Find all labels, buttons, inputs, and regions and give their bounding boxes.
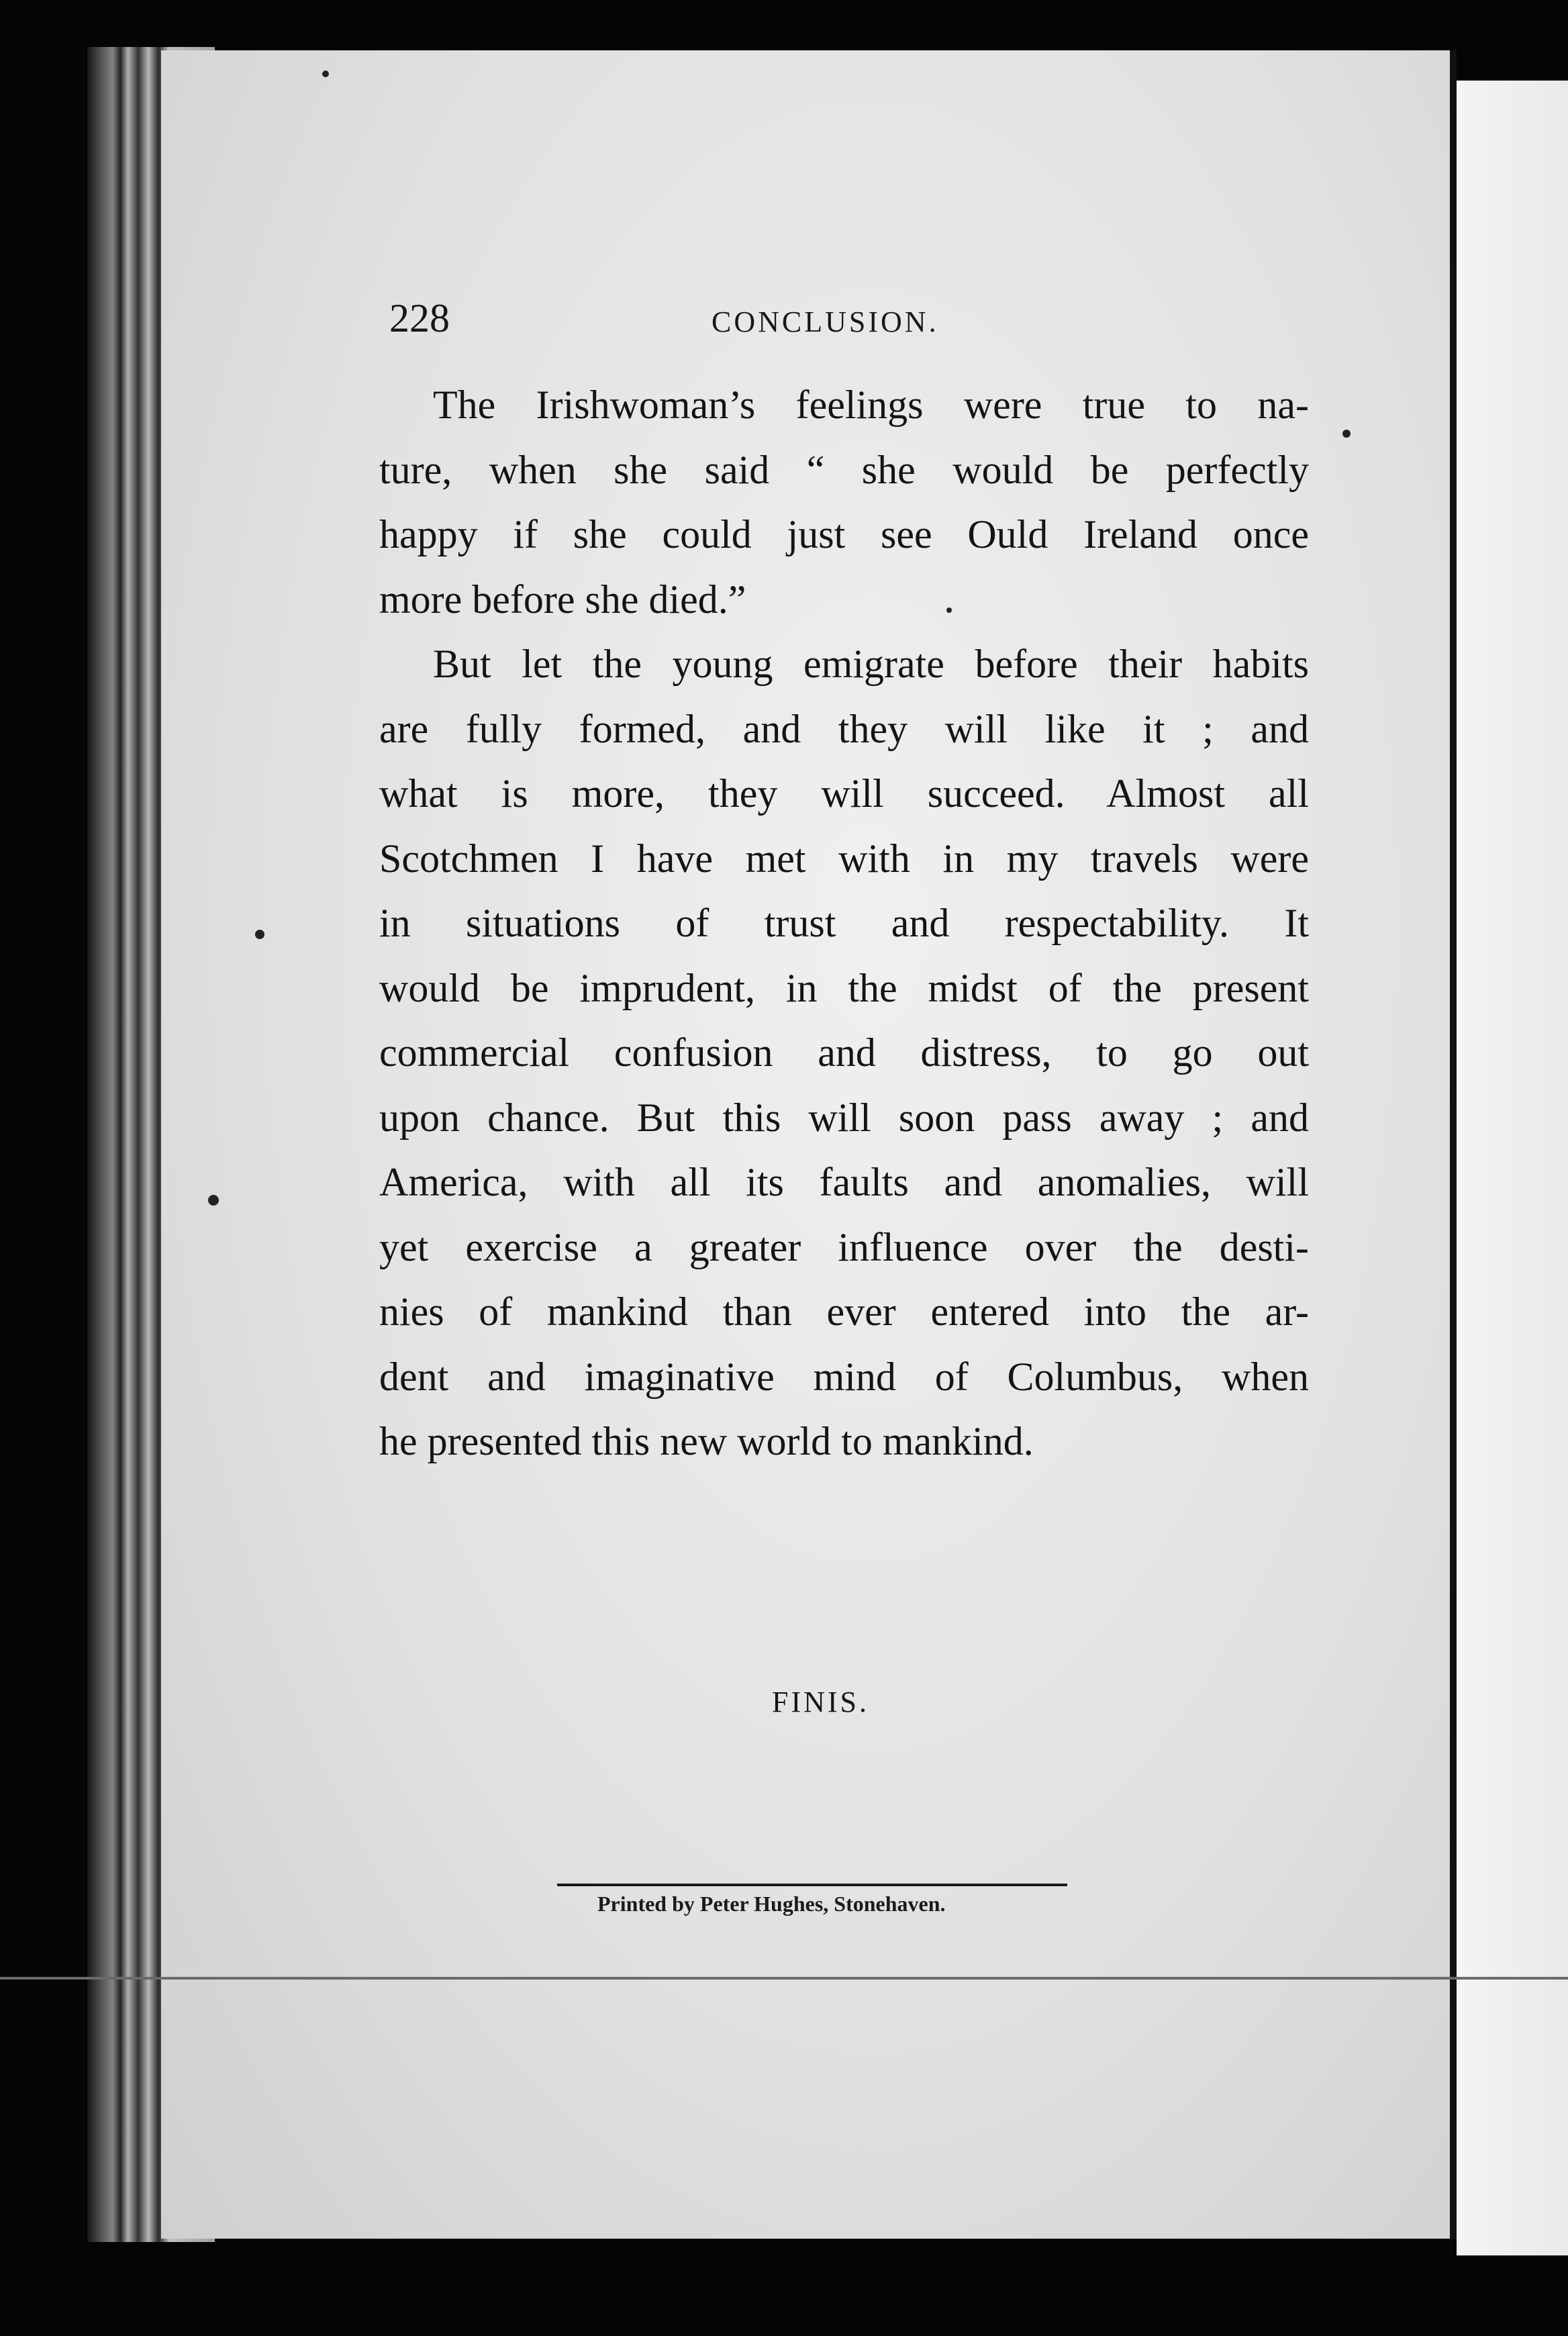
finis-label: FINIS. [772, 1686, 870, 1718]
text-line: upon chance. But this will soon pass away ; and [379, 1095, 1309, 1140]
text-line: America, with all its faults and anomalies, will [379, 1160, 1309, 1204]
text-line: ture, when she said “ she would be perfectly [379, 447, 1309, 492]
scan-speck [946, 607, 952, 613]
paragraph [379, 632, 1309, 1474]
adjacent-page-edge [1457, 81, 1568, 2255]
text-line: in situations of trust and respectability. It [379, 901, 1309, 945]
text-line: more before she died.” [379, 577, 746, 622]
text-line: he presented this new world to mankind. [379, 1419, 1034, 1463]
text-line: But let the young emigrate before their habits [433, 642, 1309, 686]
running-head [389, 295, 1309, 356]
scan-speck [208, 1195, 219, 1206]
printer-imprint: Printed by Peter Hughes, Stonehaven. [597, 1892, 946, 1916]
text-line: are fully formed, and they will like it ; and [379, 706, 1309, 751]
scan-speck [1342, 430, 1351, 438]
page-number: 228 [389, 296, 450, 340]
scan-artifact-line [0, 1977, 1568, 1980]
text-line: commercial confusion and distress, to go out [379, 1030, 1309, 1075]
text-line: nies of mankind than ever entered into the ar- [379, 1289, 1309, 1334]
text-line: happy if she could just see Ould Ireland once [379, 512, 1309, 556]
body-text [379, 373, 1309, 1474]
text-line: dent and imaginative mind of Columbus, when [379, 1354, 1309, 1399]
imprint-rule [557, 1884, 1067, 1886]
scan-speck [322, 70, 329, 77]
running-title: CONCLUSION. [712, 305, 939, 338]
paragraph [379, 373, 1309, 632]
text-line: The Irishwoman’s feelings were true to na- [433, 383, 1309, 427]
scan-speck [255, 930, 264, 939]
text-line: yet exercise a greater influence over the desti- [379, 1224, 1309, 1269]
text-line: Scotchmen I have met with in my travels were [379, 836, 1309, 881]
text-line: what is more, they will succeed. Almost all [379, 771, 1309, 816]
text-line: would be imprudent, in the midst of the present [379, 965, 1309, 1010]
